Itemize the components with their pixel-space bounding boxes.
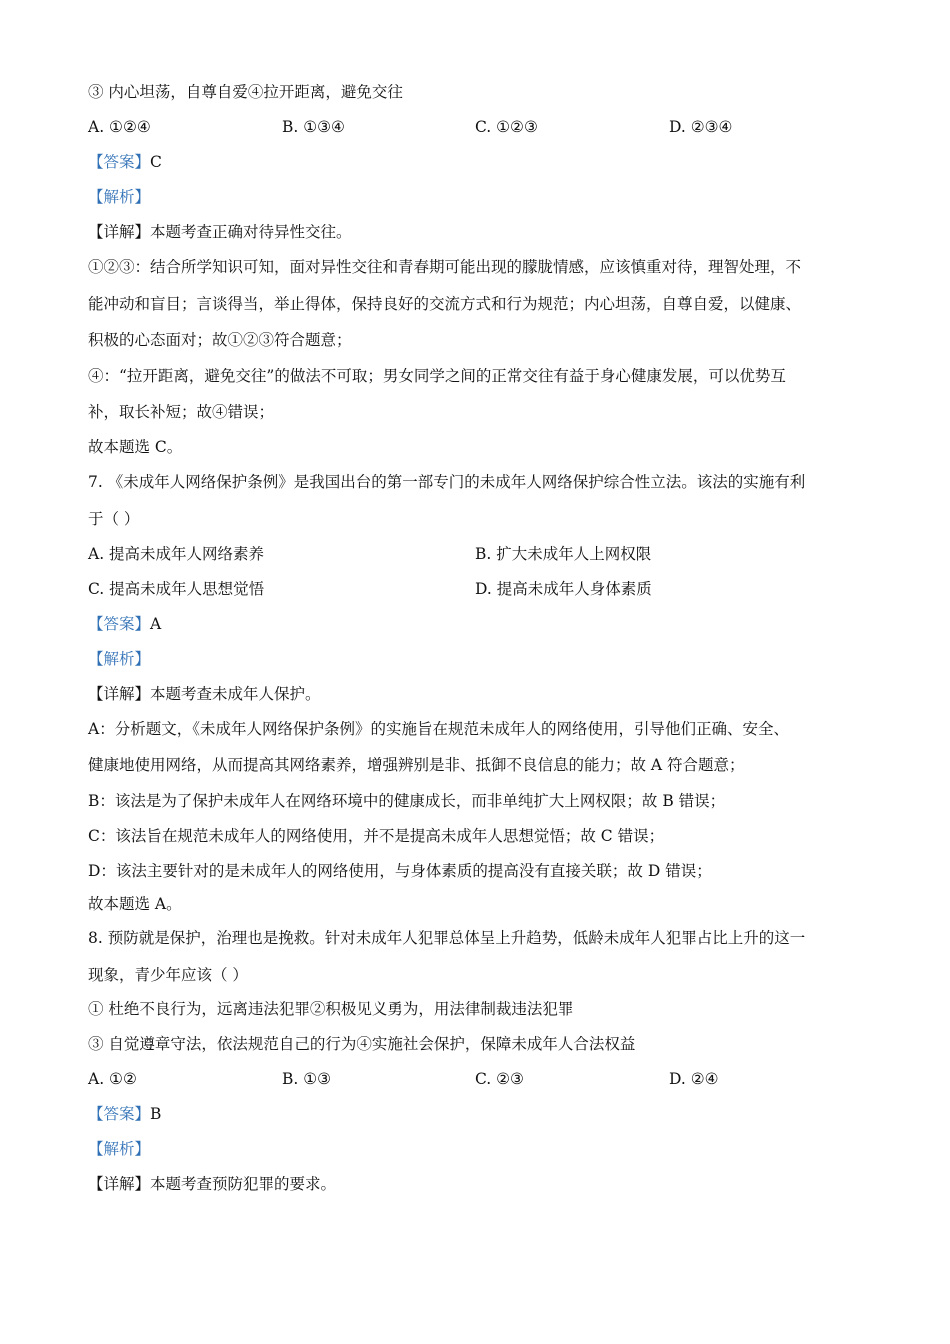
q6-analysis-tag (88, 186, 860, 208)
detail-tag: 【详解】 (88, 685, 151, 703)
q8-option-a: A. ①② (88, 1070, 137, 1088)
answer-tag: 【答案】 (88, 1105, 151, 1123)
q6-option-c: C. ①②③ (475, 118, 538, 136)
q7-option-c: C. 提高未成年人思想觉悟 (88, 580, 265, 598)
q8-stem-line: 8. 预防就是保护，治理也是挽救。针对未成年人犯罪总体呈上升趋势，低龄未成年人犯罪占比上升的这一 (88, 929, 806, 947)
q7-conclusion: 故本题选 A。 (88, 895, 182, 913)
analysis-tag: 【解析】 (88, 1140, 151, 1158)
answer-value: C (150, 153, 162, 171)
q6-explanation-line: ④：“拉开距离，避免交往”的做法不可取；男女同学之间的正常交往有益于身心健康发展，可以优势互 (88, 367, 786, 385)
analysis-tag: 【解析】 (88, 188, 151, 206)
q6-answer (88, 151, 860, 173)
detail-text: 本题考查未成年人保护。 (150, 685, 321, 703)
q7-detail (88, 683, 860, 705)
q6-explanation-line: ①②③：结合所学知识可知，面对异性交往和青春期可能出现的朦胧情感，应该慎重对待，理智处理，不 (88, 258, 802, 276)
answer-tag: 【答案】 (88, 153, 151, 171)
q6-conclusion: 故本题选 C。 (88, 438, 183, 456)
q7-option-d: D. 提高未成年人身体素质 (475, 580, 652, 598)
q6-option-d: D. ②③④ (669, 118, 733, 136)
q7-explanation-d: D：该法主要针对的是未成年人的网络使用，与身体素质的提高没有直接关联；故 D 错误； (88, 862, 712, 880)
q7-explanation-c: C：该法旨在规范未成年人的网络使用，并不是提高未成年人思想觉悟；故 C 错误； (88, 827, 665, 845)
q8-statements-1-2: ① 杜绝不良行为，远离违法犯罪②积极见义勇为，用法律制裁违法犯罪 (88, 1000, 574, 1018)
q7-answer (88, 613, 860, 635)
q6-detail (88, 221, 860, 243)
q8-analysis-tag (88, 1138, 860, 1160)
q6-explanation-line: 积极的心态面对；故①②③符合题意； (88, 331, 352, 349)
q7-option-b: B. 扩大未成年人上网权限 (475, 545, 652, 563)
answer-tag: 【答案】 (88, 615, 151, 633)
q6-explanation-line: 补，取长补短；故④错误； (88, 403, 275, 421)
detail-tag: 【详解】 (88, 223, 151, 241)
q8-detail (88, 1173, 860, 1195)
q7-explanation-a: 健康地使用网络，从而提高其网络素养，增强辨别是非、抵御不良信息的能力；故 A 符合题意； (88, 756, 745, 774)
detail-text: 本题考查正确对待异性交往。 (150, 223, 352, 241)
analysis-tag: 【解析】 (88, 650, 151, 668)
q7-stem-line: 7. 《未成年人网络保护条例》是我国出台的第一部专门的未成年人网络保护综合性立法。该法的实施有利 (88, 473, 806, 491)
q6-explanation-line: 能冲动和盲目；言谈得当，举止得体，保持良好的交流方式和行为规范；内心坦荡，自尊自爱，以健康、 (88, 295, 802, 313)
q6-option-b: B. ①③④ (282, 118, 345, 136)
q8-option-c: C. ②③ (475, 1070, 524, 1088)
q8-statements-3-4: ③ 自觉遵章守法，依法规范自己的行为④实施社会保护，保障未成年人合法权益 (88, 1035, 636, 1053)
answer-value: A (150, 615, 162, 633)
q7-analysis-tag (88, 648, 860, 670)
detail-tag: 【详解】 (88, 1175, 151, 1193)
q6-statements-3-4: ③ 内心坦荡，自尊自爱④拉开距离，避免交往 (88, 83, 403, 101)
q7-explanation-a: A：分析题文，《未成年人网络保护条例》的实施旨在规范未成年人的网络使用，引导他们正确、安全、 (88, 720, 789, 738)
q8-option-d: D. ②④ (669, 1070, 719, 1088)
q8-answer (88, 1103, 860, 1125)
q8-option-b: B. ①③ (282, 1070, 332, 1088)
answer-value: B (150, 1105, 162, 1123)
q7-stem-line: 于（ ） (88, 510, 140, 528)
q8-stem-line: 现象，青少年应该（ ） (88, 966, 248, 984)
q7-option-a: A. 提高未成年人网络素养 (88, 545, 265, 563)
q6-option-a: A. ①②④ (88, 118, 151, 136)
detail-text: 本题考查预防犯罪的要求。 (150, 1175, 337, 1193)
q7-explanation-b: B：该法是为了保护未成年人在网络环境中的健康成长，而非单纯扩大上网权限；故 B 错误； (88, 792, 726, 810)
